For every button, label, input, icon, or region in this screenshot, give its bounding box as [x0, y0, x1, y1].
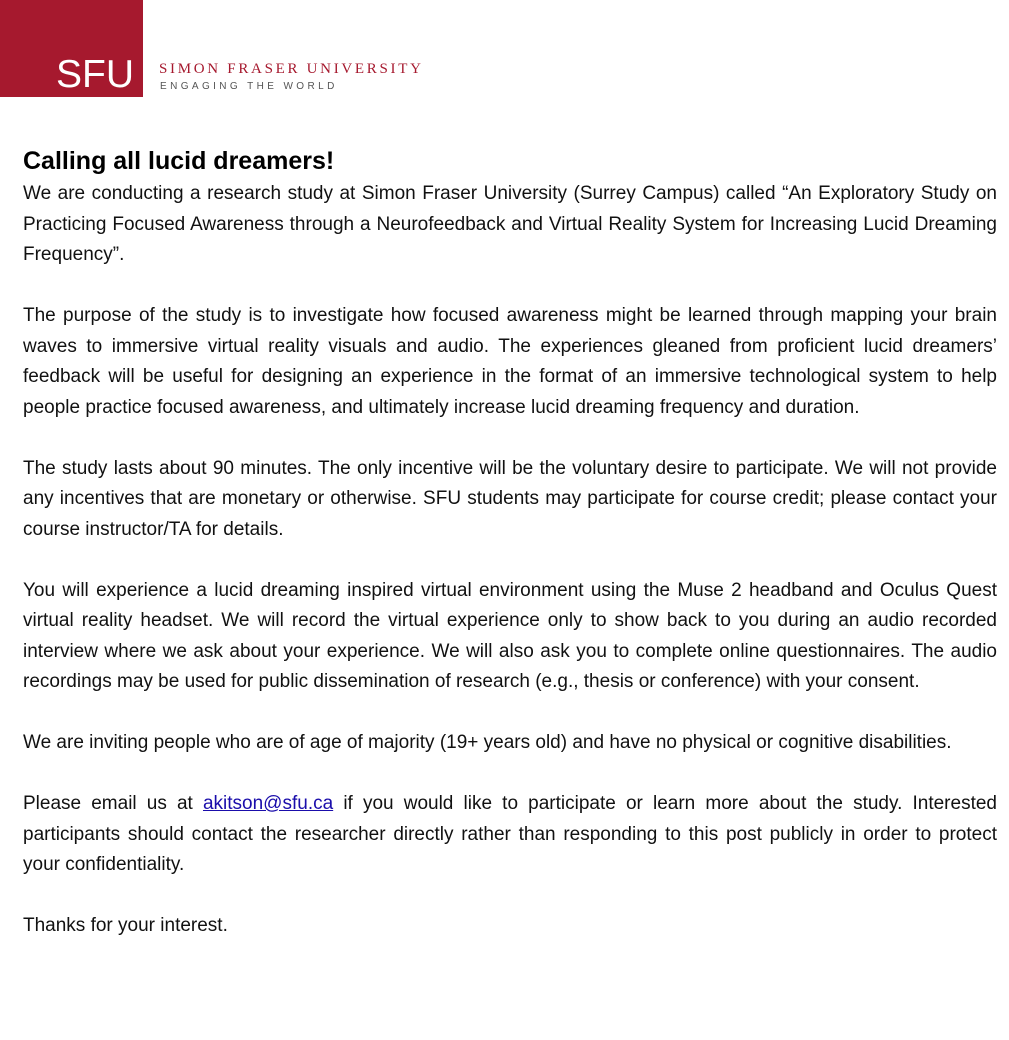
contact-text-after: if you would like to participate or learn more about the study. Interested participants should contact the researcher directly rather than responding to this post publicly in order to protect your confidentiality.: [23, 793, 997, 875]
contact-paragraph: [23, 789, 997, 881]
logo-text: SFU: [56, 53, 134, 96]
closing-paragraph: Thanks for your interest.: [23, 915, 228, 936]
purpose-paragraph: The purpose of the study is to investigate how focused awareness might be learned through mapping your brain waves to immersive virtual reality visuals and audio. The experiences gleaned from proficient lucid dreamers’ feedback will be useful for designing an experience in the format of an immersive technological system to help people practice focused awareness, and ultimately increase lucid dreaming frequency and duration.: [23, 305, 997, 418]
contact-text-before: Please email us at: [23, 793, 203, 814]
duration-paragraph: The study lasts about 90 minutes. The only incentive will be the voluntary desire to participate. We will not provide any incentives that are monetary or otherwise. SFU students may participate for course credit; please contact your course instructor/TA for details.: [23, 457, 997, 540]
experience-paragraph: You will experience a lucid dreaming inspired virtual environment using the Muse 2 headband and Oculus Quest virtual reality headset. We will record the virtual experience only to show back to you during an audio recorded interview where we ask about your experience. We will also ask you to complete online questionnaires. The audio recordings may be used for public dissemination of research (e.g., thesis or conference) with your consent.: [23, 579, 997, 692]
sfu-logo: [0, 0, 143, 97]
university-tagline: ENGAGING THE WORLD: [160, 81, 338, 92]
page-header: [0, 0, 1009, 100]
university-name: SIMON FRASER UNIVERSITY: [159, 61, 424, 77]
intro-paragraph: We are conducting a research study at Simon Fraser University (Surrey Campus) called “An Exploratory Study on Practicing Focused Awareness through a Neurofeedback and Virtual Reality System for Increasing Lucid Dreaming Frequency”.: [23, 183, 997, 265]
page-title: Calling all lucid dreamers!: [23, 147, 335, 175]
eligibility-paragraph: We are inviting people who are of age of majority (19+ years old) and have no physical or cognitive disabilities.: [23, 732, 952, 753]
email-link[interactable]: akitson@sfu.ca: [202, 793, 334, 814]
document-body: [23, 143, 997, 942]
